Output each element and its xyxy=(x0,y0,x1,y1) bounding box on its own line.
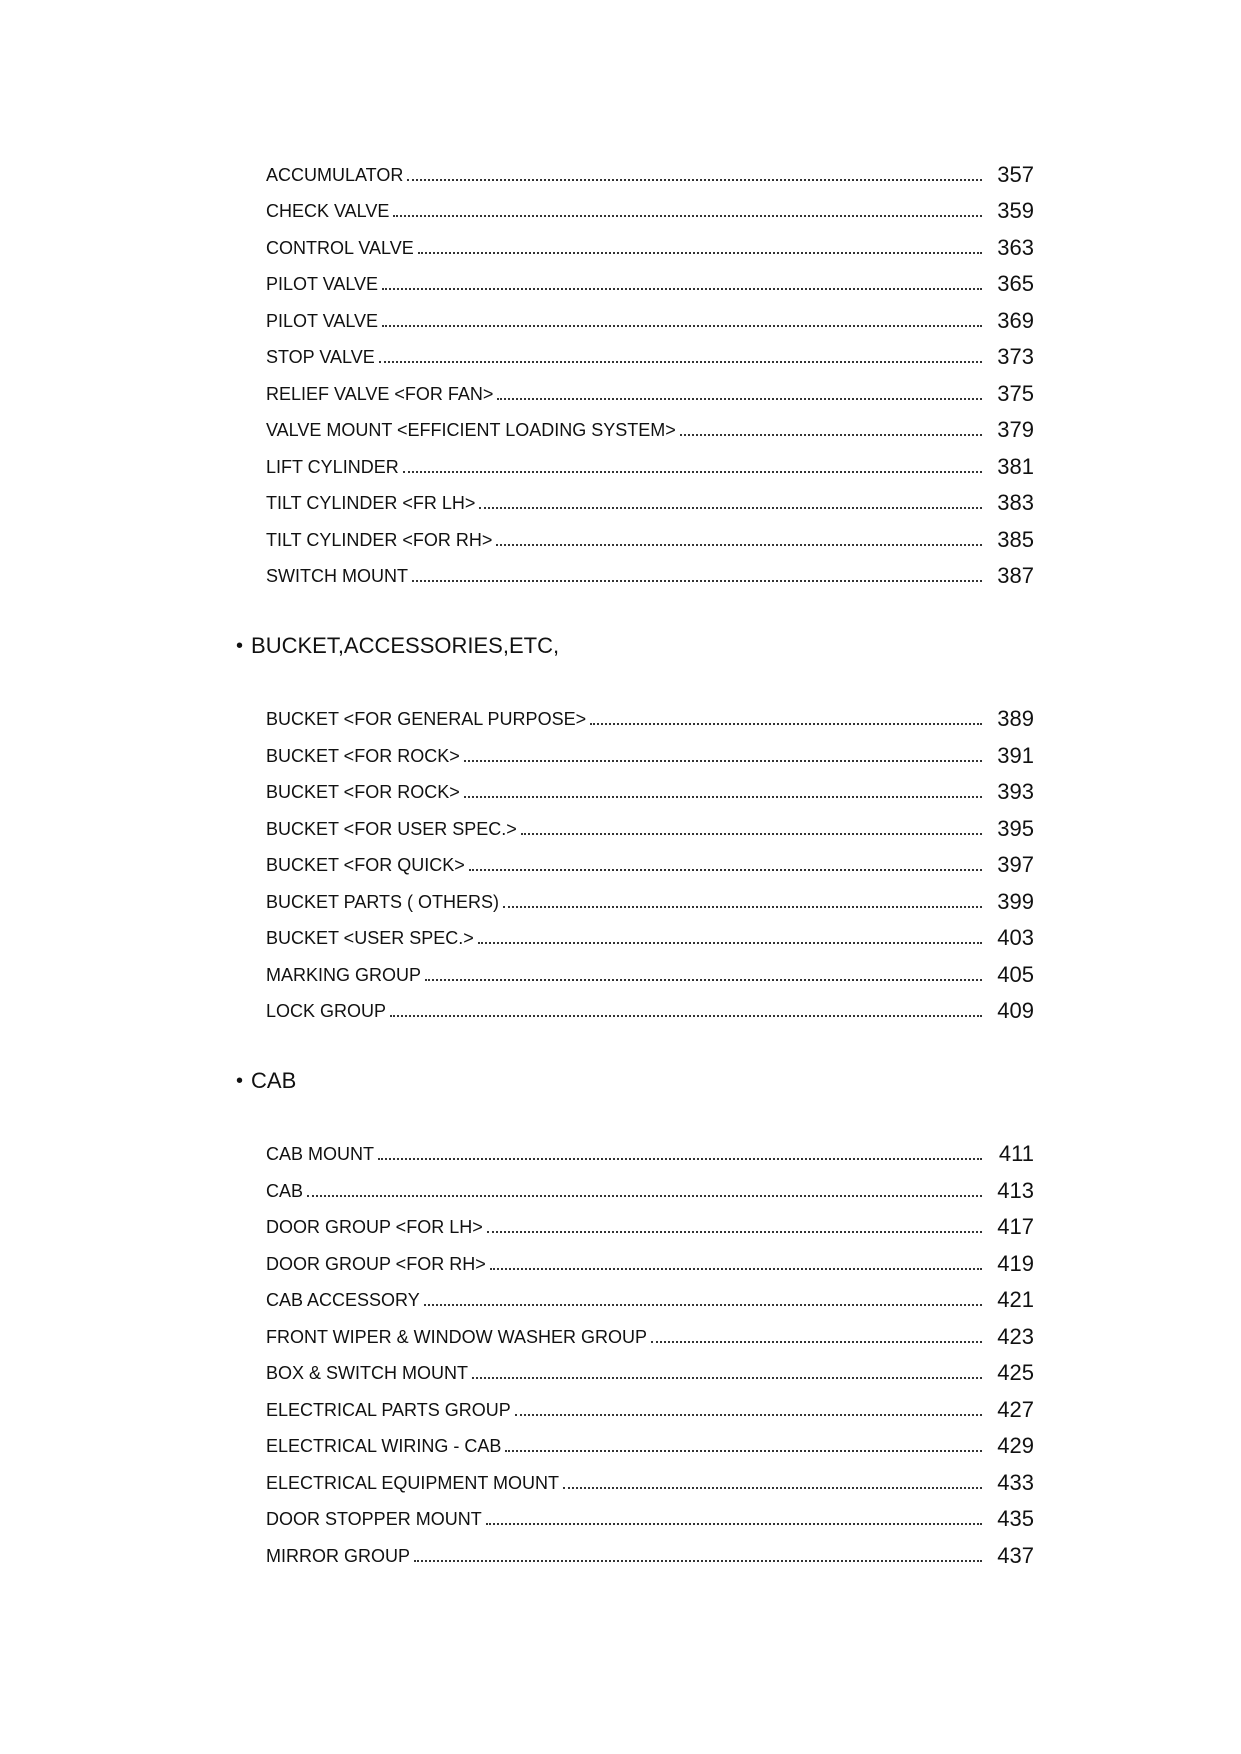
bullet-icon: • xyxy=(236,1070,244,1092)
entry-title: PILOT VALVE xyxy=(266,274,379,294)
toc-entry[interactable] xyxy=(266,992,1034,1022)
dot-leader xyxy=(487,1231,982,1233)
dot-leader xyxy=(505,1450,982,1452)
entry-title: MARKING GROUP xyxy=(266,965,422,985)
toc-entry[interactable] xyxy=(266,810,1034,840)
entry-title: ACCUMULATOR xyxy=(266,165,404,185)
toc-entry[interactable] xyxy=(266,265,1034,295)
toc-entry[interactable] xyxy=(266,1464,1034,1494)
entry-page-number: 403 xyxy=(997,925,1034,950)
entry-page-number: 433 xyxy=(997,1470,1034,1495)
dot-leader xyxy=(378,1158,982,1160)
toc-entry[interactable] xyxy=(266,484,1034,514)
bullet-icon: • xyxy=(236,635,244,657)
dot-leader xyxy=(515,1414,982,1416)
entry-title: BUCKET <FOR ROCK> xyxy=(266,782,460,802)
entry-title: BUCKET <FOR ROCK> xyxy=(266,746,460,766)
entry-page-number: 397 xyxy=(997,852,1034,877)
entry-page-number: 369 xyxy=(997,308,1034,333)
entry-title: BUCKET PARTS ( OTHERS) xyxy=(266,892,500,912)
entry-title: FRONT WIPER & WINDOW WASHER GROUP xyxy=(266,1327,647,1347)
dot-leader xyxy=(407,179,982,181)
entry-page-number: 419 xyxy=(997,1251,1034,1276)
toc-entry[interactable] xyxy=(266,1354,1034,1384)
dot-leader xyxy=(497,398,982,400)
dot-leader xyxy=(486,1523,982,1525)
entry-title: BUCKET <USER SPEC.> xyxy=(266,928,474,948)
dot-leader xyxy=(393,215,982,217)
entry-title: PILOT VALVE xyxy=(266,311,379,331)
toc-entry[interactable] xyxy=(266,338,1034,368)
entry-title: CAB MOUNT xyxy=(266,1144,374,1164)
toc-entry[interactable] xyxy=(266,521,1034,551)
toc-entry[interactable] xyxy=(266,1427,1034,1457)
entry-page-number: 427 xyxy=(997,1397,1034,1422)
entry-page-number: 413 xyxy=(997,1178,1034,1203)
toc-entry[interactable] xyxy=(266,1318,1034,1348)
dot-leader xyxy=(563,1487,982,1489)
entry-page-number: 359 xyxy=(997,198,1034,223)
entry-page-number: 423 xyxy=(997,1324,1034,1349)
toc-entry[interactable] xyxy=(266,846,1034,876)
toc-entry[interactable] xyxy=(266,411,1034,441)
toc-entry[interactable] xyxy=(266,700,1034,730)
entry-title: LIFT CYLINDER xyxy=(266,457,399,477)
entry-title: BOX & SWITCH MOUNT xyxy=(266,1363,468,1383)
toc-entry[interactable] xyxy=(266,192,1034,222)
toc-entry[interactable] xyxy=(266,1537,1034,1567)
toc-entry[interactable] xyxy=(266,375,1034,405)
entry-page-number: 385 xyxy=(997,527,1034,552)
entry-page-number: 383 xyxy=(997,490,1034,515)
entry-page-number: 389 xyxy=(997,706,1034,731)
dot-leader xyxy=(590,723,982,725)
entry-page-number: 393 xyxy=(997,779,1034,804)
entry-page-number: 375 xyxy=(997,381,1034,406)
entry-title: CAB xyxy=(266,1181,304,1201)
entry-page-number: 437 xyxy=(997,1543,1034,1568)
entry-title: TILT CYLINDER <FOR RH> xyxy=(266,530,493,550)
section-heading-cab xyxy=(236,1064,296,1094)
dot-leader xyxy=(418,252,982,254)
dot-leader xyxy=(464,760,982,762)
entry-title: DOOR STOPPER MOUNT xyxy=(266,1509,482,1529)
entry-title: LOCK GROUP xyxy=(266,1001,387,1021)
dot-leader xyxy=(503,906,982,908)
dot-leader xyxy=(469,869,982,871)
entry-title: RELIEF VALVE <FOR FAN> xyxy=(266,384,494,404)
toc-entry[interactable] xyxy=(266,1391,1034,1421)
toc-entry[interactable] xyxy=(266,1245,1034,1275)
section-heading-text: BUCKET,ACCESSORIES,ETC, xyxy=(251,633,560,658)
dot-leader xyxy=(472,1377,982,1379)
entry-page-number: 429 xyxy=(997,1433,1034,1458)
toc-entry[interactable] xyxy=(266,1135,1034,1165)
entry-page-number: 411 xyxy=(998,1141,1034,1166)
entry-page-number: 373 xyxy=(997,344,1034,369)
toc-entry[interactable] xyxy=(266,919,1034,949)
toc-entry[interactable] xyxy=(266,1500,1034,1530)
dot-leader xyxy=(521,833,982,835)
dot-leader xyxy=(403,471,982,473)
entry-page-number: 363 xyxy=(997,235,1034,260)
dot-leader xyxy=(464,796,982,798)
entry-title: MIRROR GROUP xyxy=(266,1546,410,1566)
entry-title: CONTROL VALVE xyxy=(266,238,414,258)
entry-page-number: 425 xyxy=(997,1360,1034,1385)
entry-title: BUCKET <FOR QUICK> xyxy=(266,855,465,875)
entry-page-number: 379 xyxy=(997,417,1034,442)
toc-entry[interactable] xyxy=(266,737,1034,767)
dot-leader xyxy=(379,361,982,363)
toc-entry[interactable] xyxy=(266,773,1034,803)
entry-page-number: 381 xyxy=(997,454,1034,479)
entry-title: STOP VALVE xyxy=(266,347,375,367)
toc-entry[interactable] xyxy=(266,302,1034,332)
entry-page-number: 417 xyxy=(997,1214,1034,1239)
dot-leader xyxy=(414,1560,982,1562)
dot-leader xyxy=(651,1341,982,1343)
entry-title: ELECTRICAL PARTS GROUP xyxy=(266,1400,511,1420)
dot-leader xyxy=(479,507,982,509)
dot-leader xyxy=(412,580,982,582)
dot-leader xyxy=(680,434,982,436)
entry-page-number: 399 xyxy=(997,889,1034,914)
entry-page-number: 405 xyxy=(997,962,1034,987)
dot-leader xyxy=(478,942,982,944)
entry-title: ELECTRICAL EQUIPMENT MOUNT xyxy=(266,1473,560,1493)
dot-leader xyxy=(496,544,982,546)
dot-leader xyxy=(382,288,982,290)
dot-leader xyxy=(382,325,982,327)
entry-page-number: 365 xyxy=(997,271,1034,296)
entry-title: CHECK VALVE xyxy=(266,201,390,221)
entry-title: DOOR GROUP <FOR RH> xyxy=(266,1254,486,1274)
toc-entry[interactable] xyxy=(266,448,1034,478)
entry-title: BUCKET <FOR GENERAL PURPOSE> xyxy=(266,709,587,729)
toc-entry[interactable] xyxy=(266,1281,1034,1311)
entry-page-number: 409 xyxy=(997,998,1034,1023)
dot-leader xyxy=(490,1268,982,1270)
section-heading-bucket-accessories xyxy=(236,629,559,659)
entry-page-number: 387 xyxy=(997,563,1034,588)
toc-entry[interactable] xyxy=(266,883,1034,913)
entry-title: VALVE MOUNT <EFFICIENT LOADING SYSTEM> xyxy=(266,420,676,440)
entry-title: TILT CYLINDER <FR LH> xyxy=(266,493,476,513)
dot-leader xyxy=(425,979,982,981)
entry-page-number: 421 xyxy=(997,1287,1034,1312)
entry-page-number: 391 xyxy=(997,743,1034,768)
entry-title: SWITCH MOUNT xyxy=(266,566,408,586)
entry-title: DOOR GROUP <FOR LH> xyxy=(266,1217,483,1237)
toc-entry[interactable] xyxy=(266,557,1034,587)
toc-entry[interactable] xyxy=(266,956,1034,986)
entry-page-number: 435 xyxy=(997,1506,1034,1531)
entry-page-number: 357 xyxy=(997,162,1034,187)
toc-entry[interactable] xyxy=(266,229,1034,259)
toc-entry[interactable] xyxy=(266,156,1034,186)
section-heading-text: CAB xyxy=(251,1068,297,1093)
toc-entry[interactable] xyxy=(266,1208,1034,1238)
toc-entry[interactable] xyxy=(266,1172,1034,1202)
dot-leader xyxy=(424,1304,982,1306)
entry-title: ELECTRICAL WIRING - CAB xyxy=(266,1436,502,1456)
entry-page-number: 395 xyxy=(997,816,1034,841)
dot-leader xyxy=(307,1195,982,1197)
entry-title: BUCKET <FOR USER SPEC.> xyxy=(266,819,517,839)
dot-leader xyxy=(390,1015,982,1017)
entry-title: CAB ACCESSORY xyxy=(266,1290,420,1310)
